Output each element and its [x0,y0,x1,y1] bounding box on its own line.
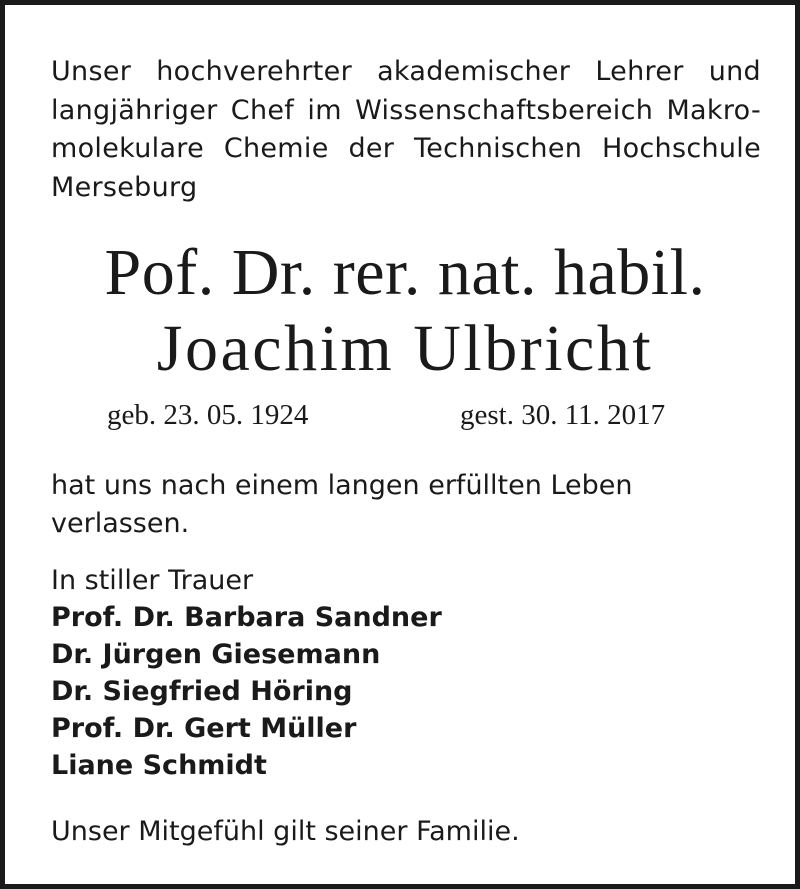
deceased-title: Pof. Dr. rer. nat. habil. [104,236,706,309]
mourners-list [51,562,651,784]
intro-line: Unser hochverehrter akademischer Lehrer und [51,56,761,87]
intro-line: Merseburg [51,171,198,203]
mourner-name: Dr. Siegfried Höring [51,676,353,707]
intro-line: langjähriger Chef im Wissenschaftsbereich Makro- [51,94,761,126]
message-paragraph [51,467,691,543]
mourner-name: Prof. Dr. Barbara Sandner [51,602,442,633]
mourners-lead: In stiller Trauer [51,565,254,596]
closing-line: Unser Mitgefühl gilt seiner Familie. [51,816,520,847]
mourner-name: Liane Schmidt [51,750,267,781]
birth-date: geb. 23. 05. 1924 [107,399,309,431]
intro-line: molekulare Chemie der Technischen Hochschule [51,133,761,164]
message-line: verlassen. [51,508,190,539]
message-line: hat uns nach einem langen erfüllten Leben [51,470,633,501]
mourner-name: Prof. Dr. Gert Müller [51,713,357,744]
intro-paragraph [51,53,761,207]
deceased-name: Joachim Ulbricht [156,312,654,385]
death-date: gest. 30. 11. 2017 [460,399,666,431]
mourner-name: Dr. Jürgen Giesemann [51,639,381,670]
